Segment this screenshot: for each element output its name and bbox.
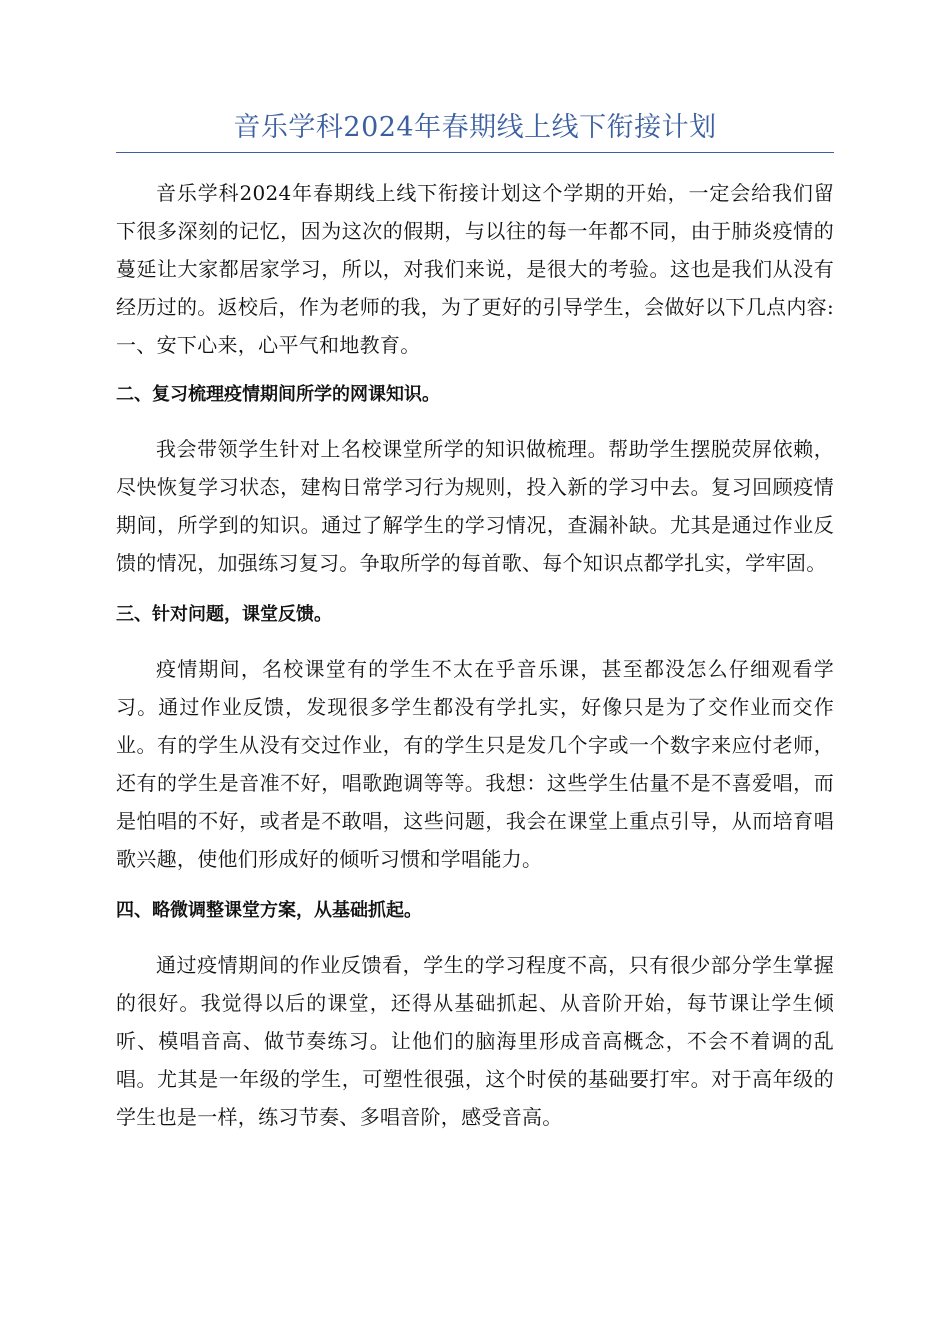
section-body-4: 通过疫情期间的作业反馈看，学生的学习程度不高，只有很少部分学生掌握的很好。我觉得以后的课堂，还得从基础抓起、从音阶开始，每节课让学生倾听、模唱音高、做节奏练习。让他们的脑海里形成音高概念，不会不着调的乱唱。尤其是一年级的学生，可塑性很强，这个时侯的基础要打牢。对于高年级的学生也是一样，练习节奏、多唱音阶，感受音高。 [116,953,834,1129]
intro-paragraph: 音乐学科2024年春期线上线下衔接计划这个学期的开始，一定会给我们留下很多深刻的记忆，因为这次的假期，与以往的每一年都不同，由于肺炎疫情的蔓延让大家都居家学习，所以，对我们来说，是很大的考验。这也是我们从没有经历过的。返校后，作为老师的我，为了更好的引导学生，会做好以下几点内容:一、安下心来，心平气和地教育。 [116,181,834,357]
section-heading-3: 三、针对问题，课堂反馈。 [116,604,332,625]
section-body-2: 我会带领学生针对上名校课堂所学的知识做梳理。帮助学生摆脱荧屏依赖，尽快恢复学习状态，建构日常学习行为规则，投入新的学习中去。复习回顾疫情期间，所学到的知识。通过了解学生的学习情况，查漏补缺。尤其是通过作业反馈的情况，加强练习复习。争取所学的每首歌、每个知识点都学扎实，学牢固。 [116,437,834,575]
section-heading-2: 二、复习梳理疫情期间所学的网课知识。 [116,384,440,405]
section-heading-4: 四、略微调整课堂方案，从基础抓起。 [116,900,422,921]
document-title: 音乐学科2024年春期线上线下衔接计划 [116,108,834,153]
section-body-3: 疫情期间，名校课堂有的学生不太在乎音乐课，甚至都没怎么仔细观看学习。通过作业反馈，发现很多学生都没有学扎实，好像只是为了交作业而交作业。有的学生从没有交过作业，有的学生只是发几个字或一个数字来应付老师，还有的学生是音准不好，唱歌跑调等等。我想：这些学生估量不是不喜爱唱，而是怕唱的不好，或者是不敢唱，这些问题，我会在课堂上重点引导，从而培育唱歌兴趣，使他们形成好的倾听习惯和学唱能力。 [116,657,834,871]
document-page [116,108,834,1136]
